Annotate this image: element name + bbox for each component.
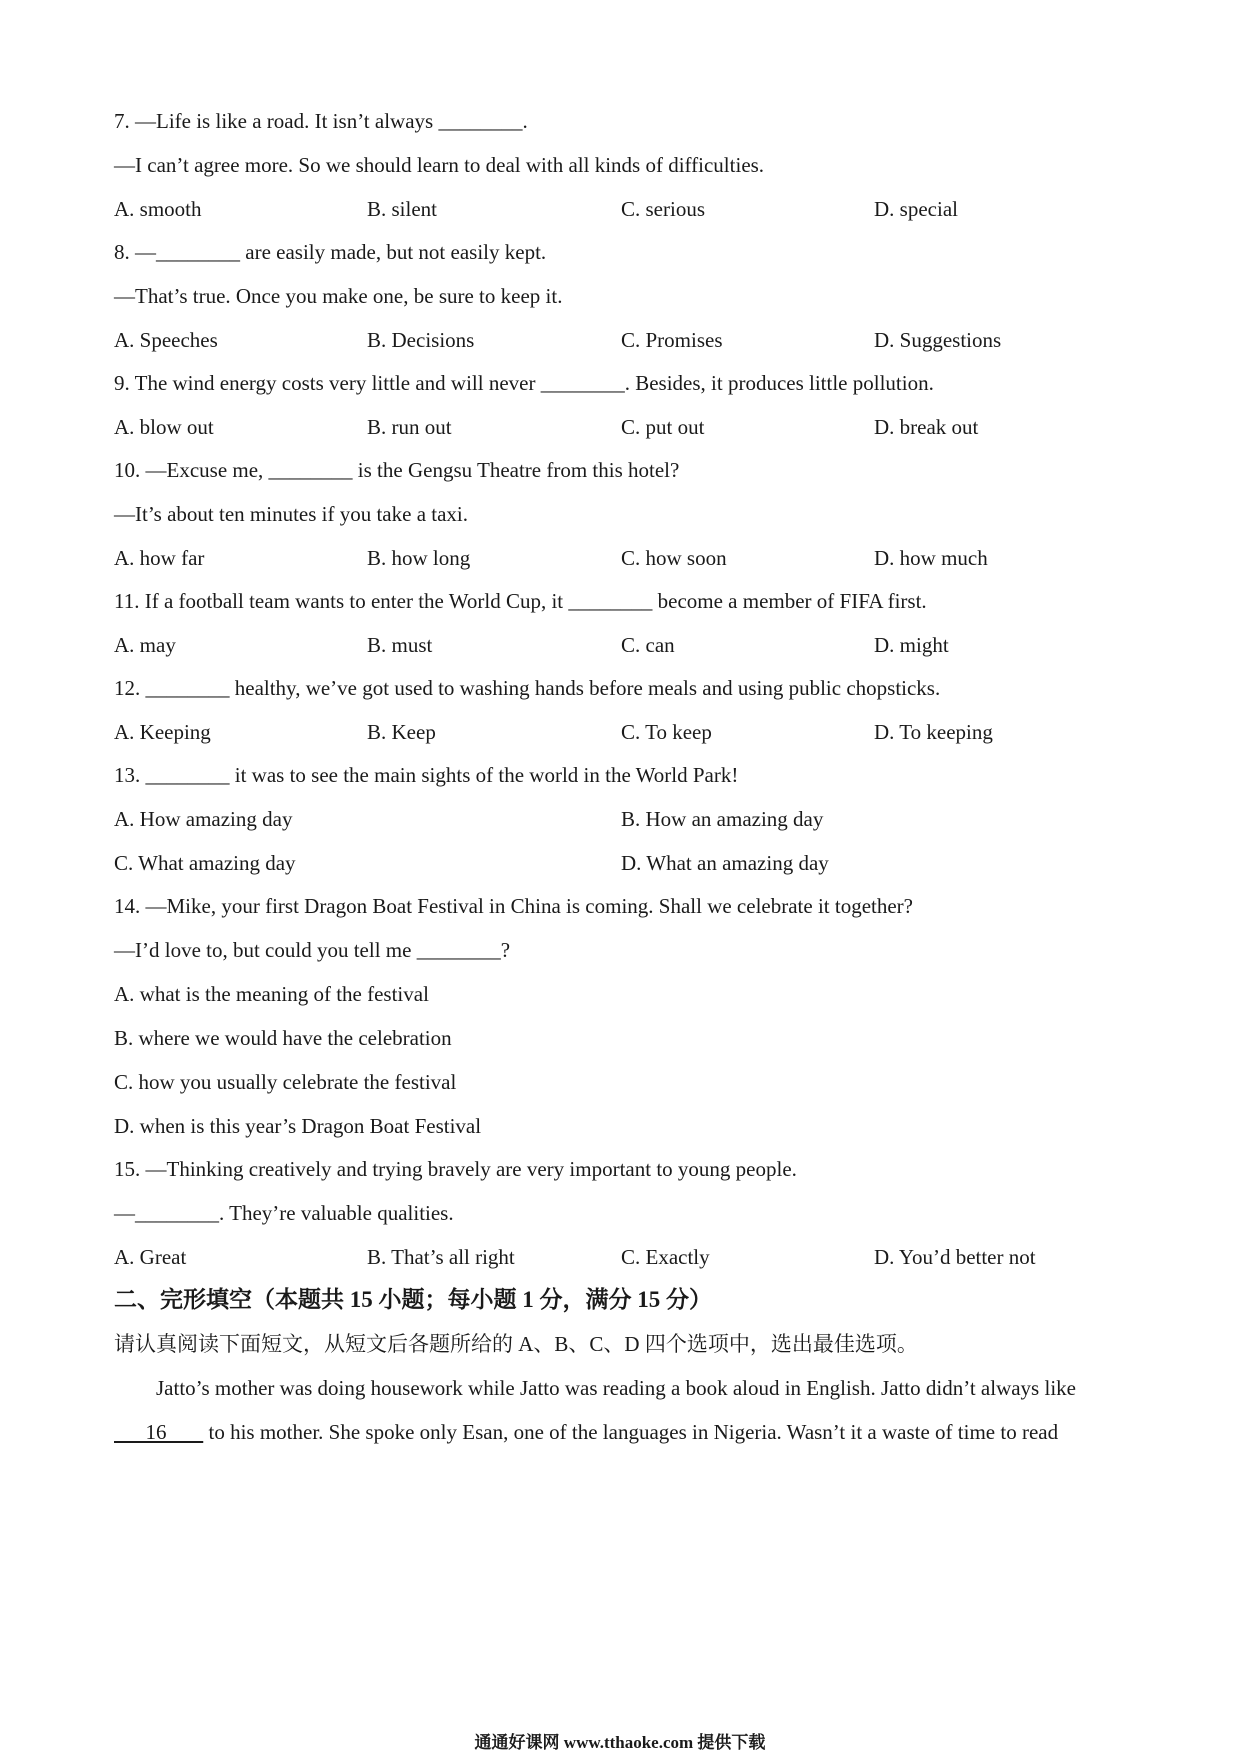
- q12-option-c: C. To keep: [621, 720, 712, 744]
- q10-option-b: B. how long: [367, 546, 471, 570]
- q11-option-d: D. might: [874, 633, 949, 657]
- q11-option-c: C. can: [621, 633, 675, 657]
- cloze-blank-number: 16: [145, 1420, 167, 1444]
- footer-watermark: 通通好课网 www.tthaoke.com 提供下载: [474, 1733, 766, 1752]
- q14-option-a: A. what is the meaning of the festival: [114, 982, 429, 1006]
- section-instruction: 请认真阅读下面短文，从短文后各题所给的 A、B、C、D 四个选项中，选出最佳选项。: [114, 1332, 918, 1356]
- passage-line-1: Jatto’s mother was doing housework while Jatto was reading a book aloud in English. Jatto didn’t always like: [156, 1376, 1076, 1400]
- q12-option-d: D. To keeping: [874, 720, 993, 744]
- q10-option-a: A. how far: [114, 546, 205, 570]
- q7-stem: 7. —Life is like a road. It isn’t always ________.: [114, 109, 528, 133]
- section-title: 二、完形填空（本题共 15 小题；每小题 1 分，满分 15 分）: [114, 1287, 712, 1312]
- q13-option-a: A. How amazing day: [114, 807, 293, 831]
- q9-option-c: C. put out: [621, 415, 705, 439]
- q9-option-a: A. blow out: [114, 415, 214, 439]
- q7-option-d: D. special: [874, 197, 958, 221]
- q7-option-a: A. smooth: [114, 197, 202, 221]
- q9-stem: 9. The wind energy costs very little and will never ________. Besides, it produces little pollution.: [114, 371, 934, 395]
- q15-reply: —________. They’re valuable qualities.: [114, 1201, 454, 1225]
- q14-stem: 14. —Mike, your first Dragon Boat Festival in China is coming. Shall we celebrate it together?: [114, 894, 913, 918]
- q8-option-d: D. Suggestions: [874, 328, 1002, 352]
- q15-option-a: A. Great: [114, 1245, 187, 1269]
- passage-line-2-text: to his mother. She spoke only Esan, one of the languages in Nigeria. Wasn’t it a waste of time to read: [203, 1420, 1059, 1444]
- q8-stem: 8. —________ are easily made, but not easily kept.: [114, 240, 547, 264]
- q8-option-b: B. Decisions: [367, 328, 475, 352]
- q10-reply: —It’s about ten minutes if you take a taxi.: [114, 502, 469, 526]
- q13-option-d: D. What an amazing day: [621, 851, 829, 875]
- q12-stem: 12. ________ healthy, we’ve got used to washing hands before meals and using public chopsticks.: [114, 676, 941, 700]
- q12-option-b: B. Keep: [367, 720, 436, 744]
- q9-option-b: B. run out: [367, 415, 452, 439]
- passage-line-2: [114, 1418, 1058, 1446]
- q14-option-d: D. when is this year’s Dragon Boat Festival: [114, 1114, 482, 1138]
- q15-option-b: B. That’s all right: [367, 1245, 515, 1269]
- q13-option-c: C. What amazing day: [114, 851, 296, 875]
- q8-reply: —That’s true. Once you make one, be sure to keep it.: [114, 284, 563, 308]
- q8-option-c: C. Promises: [621, 328, 723, 352]
- q11-option-b: B. must: [367, 633, 433, 657]
- q14-reply: —I’d love to, but could you tell me ________?: [114, 938, 511, 962]
- q15-option-c: C. Exactly: [621, 1245, 710, 1269]
- q15-stem: 15. —Thinking creatively and trying bravely are very important to young people.: [114, 1157, 797, 1181]
- q7-option-b: B. silent: [367, 197, 438, 221]
- q7-reply: —I can’t agree more. So we should learn to deal with all kinds of difficulties.: [114, 153, 765, 177]
- q10-stem: 10. —Excuse me, ________ is the Gengsu Theatre from this hotel?: [114, 458, 680, 482]
- q12-option-a: A. Keeping: [114, 720, 211, 744]
- q13-option-b: B. How an amazing day: [621, 807, 824, 831]
- q11-stem: 11. If a football team wants to enter the World Cup, it ________ become a member of FIFA first.: [114, 589, 927, 613]
- q14-option-c: C. how you usually celebrate the festival: [114, 1070, 457, 1094]
- cloze-blank-16: [114, 1420, 203, 1444]
- q14-option-b: B. where we would have the celebration: [114, 1026, 452, 1050]
- q8-option-a: A. Speeches: [114, 328, 218, 352]
- q10-option-c: C. how soon: [621, 546, 727, 570]
- q13-stem: 13. ________ it was to see the main sights of the world in the World Park!: [114, 763, 739, 787]
- q11-option-a: A. may: [114, 633, 176, 657]
- q7-option-c: C. serious: [621, 197, 705, 221]
- q9-option-d: D. break out: [874, 415, 979, 439]
- q10-option-d: D. how much: [874, 546, 988, 570]
- q15-option-d: D. You’d better not: [874, 1245, 1036, 1269]
